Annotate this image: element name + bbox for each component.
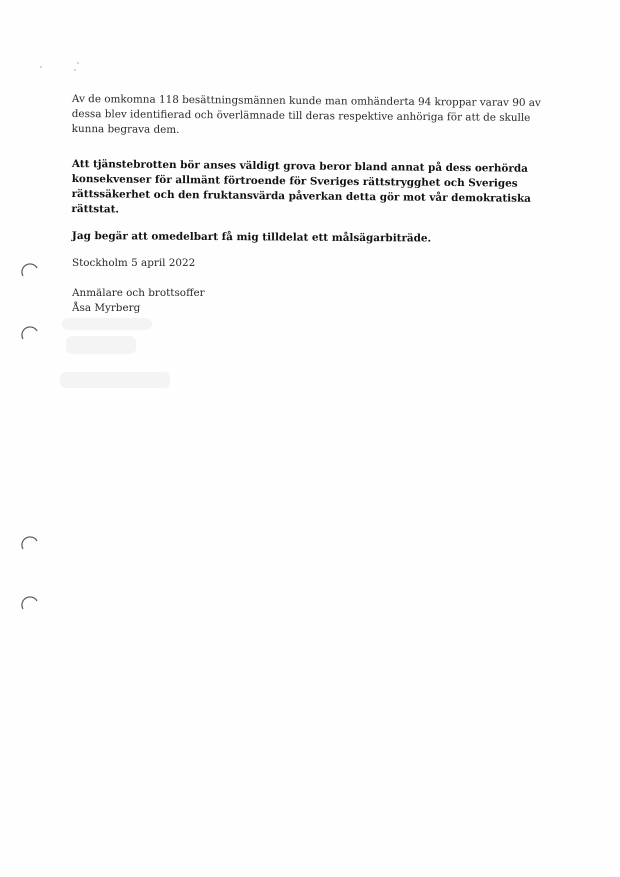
punch-hole-icon [21, 595, 39, 613]
signature-role: Anmälare och brottsoffer [72, 287, 205, 299]
punch-hole-icon [21, 535, 39, 553]
redaction-smudge [62, 318, 152, 330]
punch-hole-icon [21, 262, 39, 280]
scan-speck [74, 69, 76, 71]
paragraph-crew-recovery: Av de omkomna 118 besättningsmännen kunde man omhänderta 94 kroppar varav 90 av dessa blev identifierad och överlämnade till deras respektive anhöriga för att de skulle kunna begrava dem. [71, 92, 541, 136]
paragraph-severity: Att tjänstebrotten bör anses väldigt grova beror bland annat på dess oerhörda konsekvenser för allmänt förtroende för Sveriges rättstrygghet och Sveriges rättssäkerhet och den fruktansvärda påverkan detta gör mot vår demokratiska rättstat. [71, 157, 532, 216]
place-date: Stockholm 5 april 2022 [72, 257, 196, 269]
redaction-smudge [66, 336, 136, 354]
scan-speck [77, 62, 79, 64]
signature-name: Åsa Myrberg [72, 302, 141, 314]
scan-speck [40, 66, 42, 68]
redaction-smudge [60, 372, 170, 388]
punch-hole-icon [21, 325, 39, 343]
paragraph-request: Jag begär att omedelbart få mig tilldelat ett målsägarbiträde. [71, 229, 432, 245]
